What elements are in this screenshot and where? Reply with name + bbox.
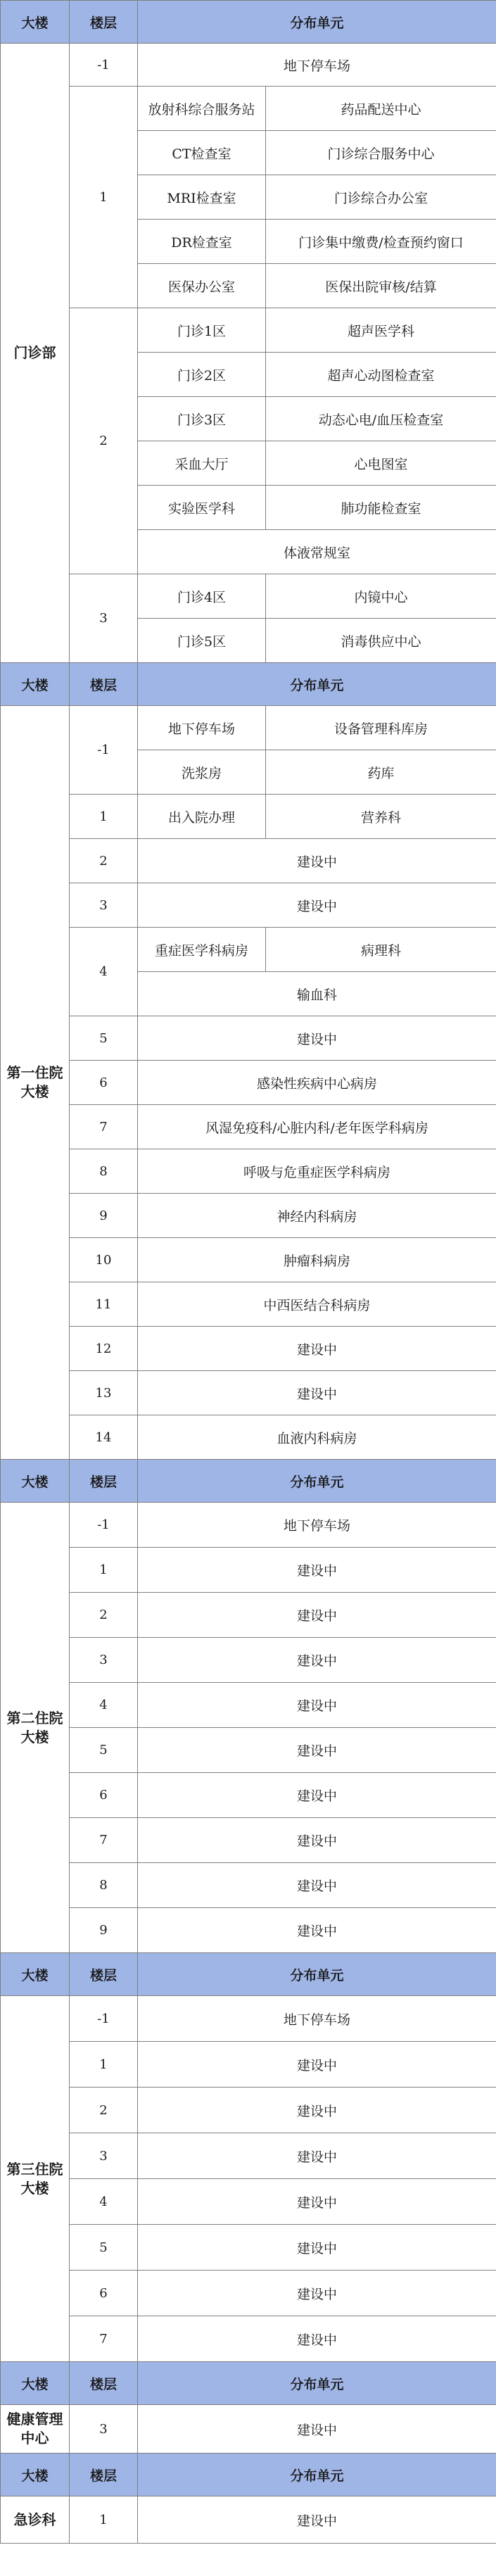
unit-cell: 门诊1区 bbox=[138, 308, 266, 353]
floor-number: 6 bbox=[70, 1061, 138, 1105]
unit-cell: 建设中 bbox=[138, 2088, 496, 2133]
unit-cell: 建设中 bbox=[138, 2225, 496, 2271]
header-floor: 楼层 bbox=[70, 663, 138, 706]
table-row bbox=[1, 2225, 496, 2271]
building-name: 第三住院大楼 bbox=[1, 1996, 70, 2362]
floor-number: 10 bbox=[70, 1238, 138, 1282]
table-row bbox=[1, 87, 496, 131]
floor-number: 2 bbox=[70, 308, 138, 574]
unit-cell: 设备管理科库房 bbox=[266, 706, 496, 750]
floor-number: 2 bbox=[70, 839, 138, 883]
table-row bbox=[1, 1238, 496, 1282]
floor-number: 1 bbox=[70, 2496, 138, 2544]
unit-cell: 建设中 bbox=[138, 2496, 496, 2544]
unit-cell: 超声心动图检查室 bbox=[266, 353, 496, 397]
unit-cell: 药品配送中心 bbox=[266, 87, 496, 131]
header-floor: 楼层 bbox=[70, 2454, 138, 2496]
table-row bbox=[1, 574, 496, 619]
unit-cell: 地下停车场 bbox=[138, 706, 266, 750]
unit-cell: 建设中 bbox=[138, 2316, 496, 2362]
building-name: 健康管理中心 bbox=[1, 2405, 70, 2454]
unit-cell: 出入院办理 bbox=[138, 795, 266, 839]
unit-cell: 地下停车场 bbox=[138, 44, 496, 87]
floor-number: 4 bbox=[70, 928, 138, 1016]
floor-number: 4 bbox=[70, 2179, 138, 2225]
table-row bbox=[1, 2179, 496, 2225]
unit-cell: 药库 bbox=[266, 750, 496, 795]
unit-cell: DR检查室 bbox=[138, 220, 266, 264]
floor-number: 12 bbox=[70, 1327, 138, 1371]
floor-number: 14 bbox=[70, 1415, 138, 1460]
header-row bbox=[1, 663, 496, 706]
unit-cell: 重症医学科病房 bbox=[138, 928, 266, 972]
unit-cell: 营养科 bbox=[266, 795, 496, 839]
floor-number: 2 bbox=[70, 1593, 138, 1638]
floor-number: 9 bbox=[70, 1194, 138, 1238]
unit-cell: 门诊2区 bbox=[138, 353, 266, 397]
unit-cell: 建设中 bbox=[138, 2179, 496, 2225]
header-building: 大楼 bbox=[1, 1460, 70, 1503]
unit-cell: 建设中 bbox=[138, 1683, 496, 1728]
floor-number: 13 bbox=[70, 1371, 138, 1415]
table-row bbox=[1, 883, 496, 928]
table-row bbox=[1, 1282, 496, 1327]
table-row bbox=[1, 1105, 496, 1149]
floor-number: -1 bbox=[70, 706, 138, 795]
header-row bbox=[1, 2454, 496, 2496]
unit-cell: 建设中 bbox=[138, 1638, 496, 1683]
unit-cell: 中西医结合科病房 bbox=[138, 1282, 496, 1327]
unit-cell: 建设中 bbox=[138, 1548, 496, 1593]
header-building: 大楼 bbox=[1, 1953, 70, 1996]
table-row bbox=[1, 1327, 496, 1371]
table-row bbox=[1, 795, 496, 839]
building-name: 急诊科 bbox=[1, 2496, 70, 2544]
table-row bbox=[1, 2133, 496, 2179]
floor-number: 3 bbox=[70, 2133, 138, 2179]
header-units: 分布单元 bbox=[138, 1460, 496, 1503]
floor-number: 11 bbox=[70, 1282, 138, 1327]
unit-cell: 感染性疾病中心病房 bbox=[138, 1061, 496, 1105]
table-row bbox=[1, 839, 496, 883]
table-row bbox=[1, 308, 496, 353]
table-row bbox=[1, 2316, 496, 2362]
header-floor: 楼层 bbox=[70, 1, 138, 44]
floor-number: 3 bbox=[70, 2405, 138, 2454]
floor-number: 6 bbox=[70, 1773, 138, 1818]
floor-number: 3 bbox=[70, 883, 138, 928]
floor-number: 1 bbox=[70, 1548, 138, 1593]
unit-cell: 建设中 bbox=[138, 839, 496, 883]
unit-cell: 建设中 bbox=[138, 1773, 496, 1818]
table-row bbox=[1, 1503, 496, 1548]
unit-cell: CT检查室 bbox=[138, 131, 266, 175]
unit-cell: 建设中 bbox=[138, 883, 496, 928]
unit-cell: 门诊综合办公室 bbox=[266, 175, 496, 220]
unit-cell: 门诊3区 bbox=[138, 397, 266, 441]
table-row bbox=[1, 1683, 496, 1728]
unit-cell: 门诊综合服务中心 bbox=[266, 131, 496, 175]
table-row bbox=[1, 2405, 496, 2454]
unit-cell: 洗浆房 bbox=[138, 750, 266, 795]
floor-number: 4 bbox=[70, 1683, 138, 1728]
unit-cell: 地下停车场 bbox=[138, 1503, 496, 1548]
unit-cell: 建设中 bbox=[138, 1818, 496, 1863]
table-row bbox=[1, 1194, 496, 1238]
header-row bbox=[1, 2362, 496, 2405]
table-row bbox=[1, 1638, 496, 1683]
unit-cell: 建设中 bbox=[138, 2271, 496, 2316]
table-row bbox=[1, 1593, 496, 1638]
table-row bbox=[1, 1773, 496, 1818]
floor-number: 5 bbox=[70, 1728, 138, 1773]
unit-cell: 肺功能检查室 bbox=[266, 486, 496, 530]
unit-cell: 门诊5区 bbox=[138, 619, 266, 663]
table-row bbox=[1, 1548, 496, 1593]
unit-cell: 动态心电/血压检查室 bbox=[266, 397, 496, 441]
header-building: 大楼 bbox=[1, 1, 70, 44]
building-name: 门诊部 bbox=[1, 44, 70, 663]
unit-cell: MRI检查室 bbox=[138, 175, 266, 220]
table-row bbox=[1, 1818, 496, 1863]
table-row bbox=[1, 706, 496, 750]
floor-number: 1 bbox=[70, 795, 138, 839]
floor-number: 8 bbox=[70, 1863, 138, 1908]
table-row bbox=[1, 1371, 496, 1415]
floor-number: 9 bbox=[70, 1908, 138, 1953]
unit-cell: 建设中 bbox=[138, 1016, 496, 1061]
unit-cell: 肿瘤科病房 bbox=[138, 1238, 496, 1282]
table-row bbox=[1, 1415, 496, 1460]
unit-cell: 病理科 bbox=[266, 928, 496, 972]
unit-cell: 消毒供应中心 bbox=[266, 619, 496, 663]
table-row bbox=[1, 928, 496, 972]
table-row bbox=[1, 1061, 496, 1105]
table-row bbox=[1, 1149, 496, 1194]
building-name: 第一住院大楼 bbox=[1, 706, 70, 1460]
floor-number: 1 bbox=[70, 2042, 138, 2088]
unit-cell: 建设中 bbox=[138, 1593, 496, 1638]
header-units: 分布单元 bbox=[138, 1, 496, 44]
floor-number: 6 bbox=[70, 2271, 138, 2316]
floor-number: 5 bbox=[70, 2225, 138, 2271]
unit-cell: 超声医学科 bbox=[266, 308, 496, 353]
unit-cell: 医保办公室 bbox=[138, 264, 266, 308]
unit-cell: 建设中 bbox=[138, 1908, 496, 1953]
floor-number: 7 bbox=[70, 1818, 138, 1863]
header-units: 分布单元 bbox=[138, 2362, 496, 2405]
header-floor: 楼层 bbox=[70, 1460, 138, 1503]
floor-number: 8 bbox=[70, 1149, 138, 1194]
unit-cell: 建设中 bbox=[138, 2042, 496, 2088]
unit-cell: 神经内科病房 bbox=[138, 1194, 496, 1238]
table-row bbox=[1, 1996, 496, 2042]
header-row bbox=[1, 1460, 496, 1503]
unit-cell: 建设中 bbox=[138, 1728, 496, 1773]
header-row bbox=[1, 1953, 496, 1996]
table-row bbox=[1, 2088, 496, 2133]
table-row bbox=[1, 1728, 496, 1773]
unit-cell: 医保出院审核/结算 bbox=[266, 264, 496, 308]
table-row bbox=[1, 1863, 496, 1908]
header-building: 大楼 bbox=[1, 2454, 70, 2496]
unit-cell: 采血大厅 bbox=[138, 441, 266, 486]
building-name: 第二住院大楼 bbox=[1, 1503, 70, 1953]
unit-cell: 建设中 bbox=[138, 1863, 496, 1908]
unit-cell: 体液常规室 bbox=[138, 530, 496, 574]
unit-cell: 呼吸与危重症医学科病房 bbox=[138, 1149, 496, 1194]
header-building: 大楼 bbox=[1, 2362, 70, 2405]
unit-cell: 血液内科病房 bbox=[138, 1415, 496, 1460]
table-row bbox=[1, 1908, 496, 1953]
unit-cell: 放射科综合服务站 bbox=[138, 87, 266, 131]
table-row bbox=[1, 2271, 496, 2316]
unit-cell: 建设中 bbox=[138, 2405, 496, 2454]
unit-cell: 风湿免疫科/心脏内科/老年医学科病房 bbox=[138, 1105, 496, 1149]
table-row bbox=[1, 2496, 496, 2544]
unit-cell: 建设中 bbox=[138, 1371, 496, 1415]
unit-cell: 地下停车场 bbox=[138, 1996, 496, 2042]
unit-cell: 实验医学科 bbox=[138, 486, 266, 530]
floor-number: -1 bbox=[70, 1996, 138, 2042]
header-units: 分布单元 bbox=[138, 1953, 496, 1996]
table-row bbox=[1, 2042, 496, 2088]
header-building: 大楼 bbox=[1, 663, 70, 706]
floor-number: 1 bbox=[70, 87, 138, 308]
unit-cell: 建设中 bbox=[138, 1327, 496, 1371]
floor-number: 3 bbox=[70, 574, 138, 663]
floor-number: 7 bbox=[70, 2316, 138, 2362]
header-units: 分布单元 bbox=[138, 2454, 496, 2496]
header-floor: 楼层 bbox=[70, 2362, 138, 2405]
header-floor: 楼层 bbox=[70, 1953, 138, 1996]
table-row bbox=[1, 44, 496, 87]
unit-cell: 输血科 bbox=[138, 972, 496, 1016]
header-units: 分布单元 bbox=[138, 663, 496, 706]
unit-cell: 内镜中心 bbox=[266, 574, 496, 619]
unit-cell: 门诊集中缴费/检查预约窗口 bbox=[266, 220, 496, 264]
unit-cell: 建设中 bbox=[138, 2133, 496, 2179]
floor-number: 3 bbox=[70, 1638, 138, 1683]
floor-number: 7 bbox=[70, 1105, 138, 1149]
unit-cell: 心电图室 bbox=[266, 441, 496, 486]
floor-number: 2 bbox=[70, 2088, 138, 2133]
floor-number: -1 bbox=[70, 44, 138, 87]
floor-number: -1 bbox=[70, 1503, 138, 1548]
unit-cell: 门诊4区 bbox=[138, 574, 266, 619]
floor-number: 5 bbox=[70, 1016, 138, 1061]
header-row bbox=[1, 1, 496, 44]
table-row bbox=[1, 1016, 496, 1061]
